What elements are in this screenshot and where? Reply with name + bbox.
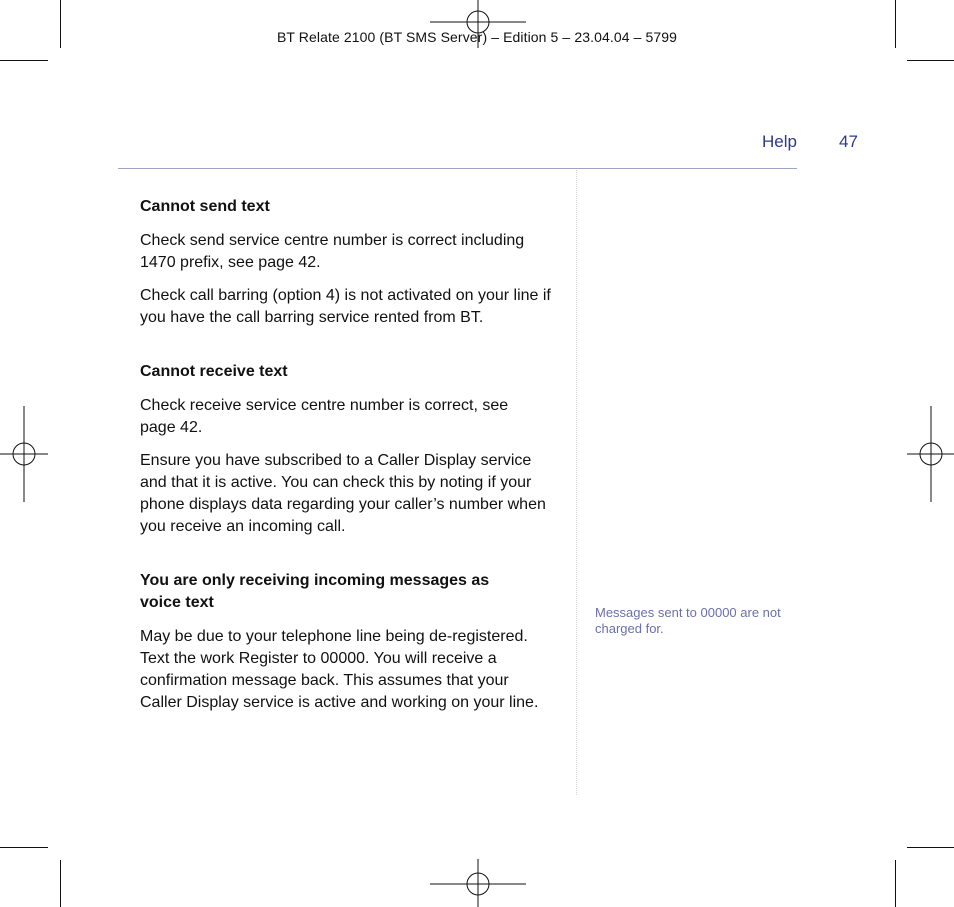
paragraph: May be due to your telephone line being de-registered. Text the work Register to 00000. You will receive a confirmation message back. This assumes that your Caller Display service is active and working on your line. bbox=[140, 628, 539, 711]
side-note: Messages sent to 00000 are not charged for. bbox=[595, 605, 781, 636]
section-cannot-send bbox=[140, 196, 562, 329]
section-heading: You are only receiving incoming messages as voice text bbox=[140, 572, 490, 611]
paragraph: Check receive service centre number is correct, see page 42. bbox=[140, 397, 509, 436]
main-column bbox=[140, 196, 562, 746]
header-rule bbox=[118, 168, 797, 169]
paragraph: Check call barring (option 4) is not activated on your line if you have the call barring service rented from BT. bbox=[140, 287, 551, 326]
column-divider bbox=[576, 170, 577, 795]
crop-mark bbox=[907, 847, 954, 848]
paragraph: Ensure you have subscribed to a Caller Display service and that it is active. You can check this by noting if your phone displays data regarding your caller’s number when you receive an incoming call. bbox=[140, 452, 546, 535]
registration-mark-bottom bbox=[430, 859, 526, 907]
paragraph: Check send service centre number is correct including 1470 prefix, see page 42. bbox=[140, 232, 525, 271]
section-heading: Cannot send text bbox=[140, 198, 270, 215]
crop-mark bbox=[0, 60, 48, 61]
section-voice-text bbox=[140, 570, 562, 714]
crop-mark bbox=[0, 847, 48, 848]
section-heading: Cannot receive text bbox=[140, 363, 288, 380]
registration-mark-left bbox=[0, 406, 48, 502]
crop-mark bbox=[60, 860, 61, 907]
section-title: Help bbox=[762, 132, 797, 151]
crop-mark bbox=[895, 860, 896, 907]
crop-mark bbox=[907, 60, 954, 61]
registration-mark-right bbox=[907, 406, 954, 502]
page-number: 47 bbox=[839, 132, 858, 151]
print-slug: BT Relate 2100 (BT SMS Server) – Edition 5 – 23.04.04 – 5799 bbox=[276, 29, 678, 45]
section-cannot-receive bbox=[140, 361, 562, 538]
